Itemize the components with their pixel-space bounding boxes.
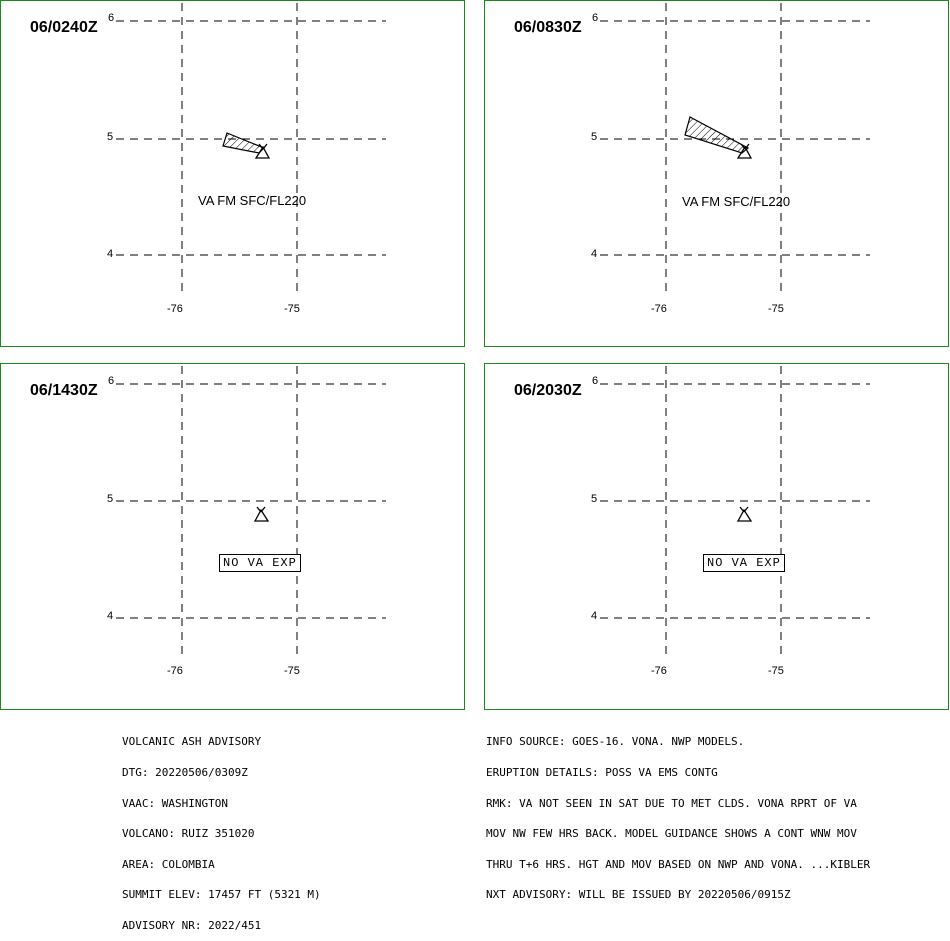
ash-height-label: VA FM SFC/FL220 bbox=[198, 193, 307, 208]
lon-label-76: -76 bbox=[167, 303, 183, 315]
advisory-header-block bbox=[122, 717, 321, 941]
lat-label-6: 6 bbox=[108, 12, 115, 24]
map-grid bbox=[1, 364, 466, 711]
volcano-icon bbox=[255, 507, 268, 521]
lat-label-4: 4 bbox=[107, 248, 114, 260]
lon-label-76: -76 bbox=[651, 665, 667, 677]
advisory-line: SUMMIT ELEV: 17457 FT (5321 M) bbox=[122, 888, 321, 902]
lat-label-4: 4 bbox=[591, 610, 598, 622]
lon-label-76: -76 bbox=[651, 303, 667, 315]
lat-label-5: 5 bbox=[591, 493, 598, 505]
advisory-line: MOV NW FEW HRS BACK. MODEL GUIDANCE SHOWS A CONT WNW MOV bbox=[486, 827, 857, 841]
forecast-time: 06/0830Z bbox=[514, 19, 582, 36]
advisory-line: ADVISORY NR: 2022/451 bbox=[122, 918, 262, 932]
advisory-line: VAAC: WASHINGTON bbox=[122, 796, 228, 810]
map-grid bbox=[1, 1, 466, 348]
lon-label-75: -75 bbox=[284, 665, 300, 677]
advisory-line: DTG: 20220506/0309Z bbox=[122, 766, 248, 779]
advisory-line: ERUPTION DETAILS: POSS VA EMS CONTG bbox=[486, 766, 718, 779]
map-grid bbox=[485, 364, 950, 711]
forecast-time: 06/1430Z bbox=[30, 382, 98, 399]
map-panel-0240z bbox=[0, 0, 465, 347]
advisory-line: VOLCANIC ASH ADVISORY bbox=[122, 735, 262, 749]
ash-cloud-polygon bbox=[685, 117, 748, 153]
map-panel-0830z bbox=[484, 0, 949, 347]
lon-label-75: -75 bbox=[768, 303, 784, 315]
map-panel-2030z bbox=[484, 363, 949, 710]
lat-label-4: 4 bbox=[591, 248, 598, 260]
advisory-remarks-block bbox=[486, 717, 870, 911]
lat-label-6: 6 bbox=[592, 12, 599, 24]
lat-label-5: 5 bbox=[107, 131, 114, 143]
advisory-line: INFO SOURCE: GOES-16. VONA. NWP MODELS. bbox=[486, 735, 745, 749]
no-va-expected-box: NO VA EXP bbox=[219, 554, 301, 572]
map-panel-1430z bbox=[0, 363, 465, 710]
advisory-line: NXT ADVISORY: WILL BE ISSUED BY 20220506/0915Z bbox=[486, 888, 791, 902]
lat-label-5: 5 bbox=[591, 131, 598, 143]
advisory-line: VOLCANO: RUIZ 351020 bbox=[122, 827, 255, 841]
lat-label-6: 6 bbox=[108, 375, 115, 387]
no-va-expected-box: NO VA EXP bbox=[703, 554, 785, 572]
lon-label-76: -76 bbox=[167, 665, 183, 677]
lat-label-6: 6 bbox=[592, 375, 599, 387]
volcano-icon bbox=[738, 507, 751, 521]
ash-cloud-polygon bbox=[223, 133, 264, 153]
map-grid bbox=[485, 1, 950, 348]
lat-label-5: 5 bbox=[107, 493, 114, 505]
advisory-line: RMK: VA NOT SEEN IN SAT DUE TO MET CLDS. VONA RPRT OF VA bbox=[486, 796, 857, 810]
lat-label-4: 4 bbox=[107, 610, 114, 622]
forecast-time: 06/0240Z bbox=[30, 19, 98, 36]
ash-height-label: VA FM SFC/FL220 bbox=[682, 194, 791, 209]
advisory-line: THRU T+6 HRS. HGT AND MOV BASED ON NWP AND VONA. ...KIBLER bbox=[486, 857, 871, 871]
lon-label-75: -75 bbox=[284, 303, 300, 315]
lon-label-75: -75 bbox=[768, 665, 784, 677]
forecast-time: 06/2030Z bbox=[514, 382, 582, 399]
advisory-line: AREA: COLOMBIA bbox=[122, 857, 215, 871]
